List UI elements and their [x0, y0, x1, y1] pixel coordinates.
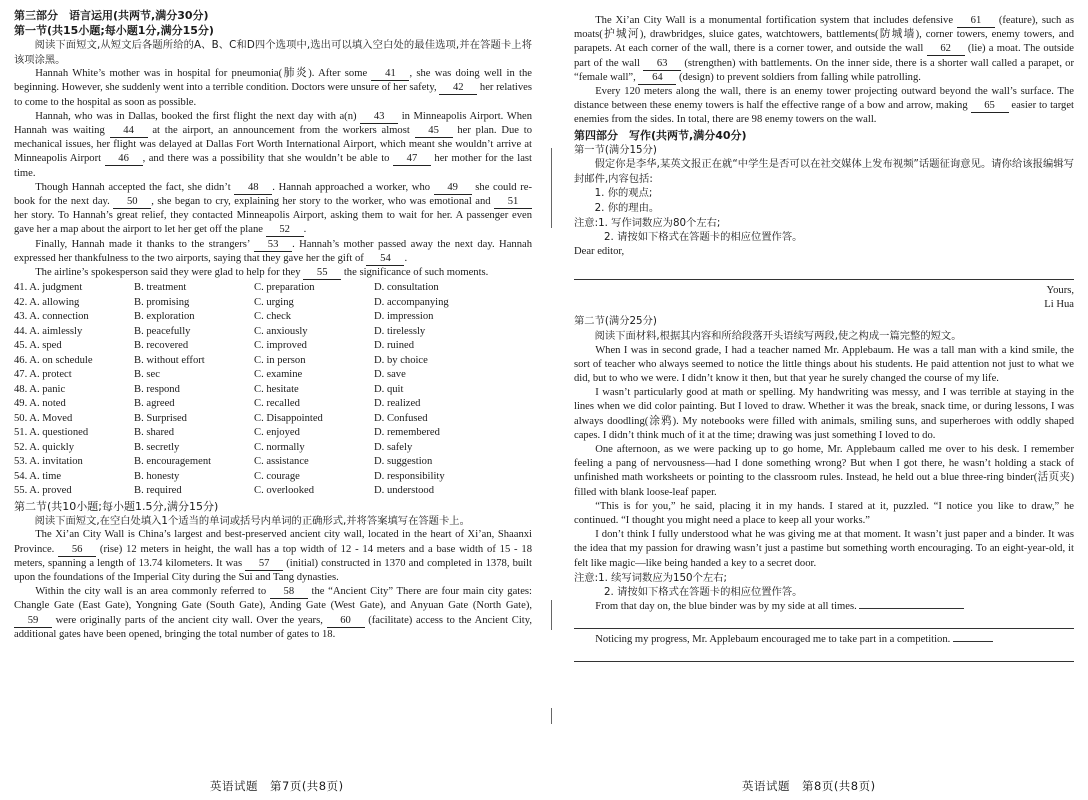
grammar-paragraph-2	[14, 585, 532, 642]
option-46-D: D. by choice	[374, 354, 428, 366]
option-54-D: D. responsibility	[374, 470, 445, 482]
option-44-A: 44. A. aimlessly	[14, 325, 83, 337]
option-47-A: 47. A. protect	[14, 369, 72, 381]
text-segment: at the airport, an announcement from the workers almost	[147, 125, 415, 136]
option-49-D: D. realized	[374, 398, 421, 410]
signature: Li Hua	[1044, 299, 1074, 311]
option-53-C: C. assistance	[254, 456, 309, 468]
text-segment: her story. To Hannah’s great relief, they contacted Minneapolis Airport, asking them to wait for her. A passenger even gave her a map about the airport to let her get off the plane	[14, 210, 532, 236]
story-paragraph-5: I don’t think I fully understood what he was giving me at that moment. It wasn’t just paper and a binder. It was the idea that my passion for drawing wasn’t just a pastime but something worth encouraging. To an eight-year-old, it felt like magic—like being handed a key to a secret door.	[574, 529, 1074, 569]
writing2-note-1: 注意:1. 续写词数应为150个左右;	[574, 571, 727, 584]
part4-title: 第四部分 写作(共两节,满分40分)	[574, 128, 747, 142]
text-segment: , she began to cry, explaining her story to the worker, who was emotional and	[151, 196, 494, 208]
option-49-C: C. recalled	[254, 398, 300, 410]
option-45-D: D. ruined	[374, 340, 415, 352]
blank-46: 46	[105, 153, 143, 166]
writing2-instructions: 阅读下面材料,根据其内容和所给段落开头语续写两段,使之构成一篇完整的短文。	[594, 329, 962, 342]
option-53-D: D. suggestion	[374, 456, 433, 468]
option-52-B: B. secretly	[134, 441, 180, 453]
continuation-opening-1	[574, 600, 1074, 614]
text-segment: she could re-book for the next day.	[14, 181, 532, 208]
page-footer-7: 英语试题 第7页(共8页)	[210, 779, 344, 793]
text-segment: easier to target enemies from the sides. In total, there are 98 enemy towers on the wall.	[574, 100, 1075, 126]
blank-49: 49	[434, 182, 472, 195]
option-43-B: B. exploration	[134, 311, 195, 323]
cloze-paragraph-5	[14, 266, 532, 280]
text-segment: .	[404, 252, 408, 264]
option-41-A: 41. A. judgment	[14, 282, 83, 294]
text-segment: The airline’s spokesperson said they were glad to help for they	[35, 267, 304, 279]
writing1-point-2: 2. 你的理由。	[594, 202, 660, 214]
grammar-paragraph-3	[574, 14, 1074, 85]
option-51-B: B. shared	[134, 427, 175, 439]
blank-59: 59	[14, 615, 52, 628]
option-47-B: B. sec	[134, 369, 160, 381]
option-42-C: C. urging	[254, 296, 294, 308]
option-55-B: B. required	[134, 485, 182, 497]
option-52-A: 52. A. quickly	[14, 441, 75, 453]
opening-sentence-1: From that day on, the blue binder was by my side at all times.	[595, 601, 857, 613]
option-51-C: C. enjoyed	[254, 427, 300, 439]
option-45-A: 45. A. sped	[14, 340, 62, 352]
options-table	[14, 281, 532, 499]
option-48-A: 48. A. panic	[14, 383, 66, 395]
opening-sentence-2: Noticing my progress, Mr. Applebaum encouraged me to take part in a competition.	[595, 634, 951, 646]
left-page	[0, 0, 540, 800]
page-divider	[548, 0, 556, 800]
blank-57: 57	[245, 558, 283, 571]
blank-52: 52	[266, 224, 304, 237]
writing2-note-2: 2. 请按如下格式在答题卡的相应位置作答。	[604, 586, 803, 599]
grammar-paragraph-1	[14, 528, 532, 585]
text-segment: (rise) 12 meters in height, the wall has a top width of 12 - 14 meters and a base width of 15 - 18 meters, spanning a length of 13.74 kilometers. It was	[14, 543, 532, 569]
blank-65: 65	[971, 100, 1009, 113]
blank-61: 61	[957, 15, 995, 28]
cloze-paragraph-1	[14, 67, 532, 110]
continuation-opening-2	[574, 633, 1074, 647]
salutation: Dear editor,	[574, 245, 625, 257]
option-50-B: B. Surprised	[134, 412, 187, 424]
option-44-C: C. anxiously	[254, 325, 308, 337]
option-44-B: B. peacefully	[134, 325, 191, 337]
cloze-paragraph-3	[14, 181, 532, 238]
option-42-B: B. promising	[134, 296, 190, 308]
blank-63: 63	[643, 58, 681, 71]
option-53-B: B. encouragement	[134, 456, 212, 468]
writing1-title: 第一节(满分15分)	[574, 143, 657, 156]
section2-instructions: 阅读下面短文,在空白处填入1个适当的单词或括号内单词的正确形式,并将答案填写在答题卡上。	[34, 514, 470, 527]
blank-53: 53	[254, 239, 292, 252]
cloze-paragraph-4	[14, 238, 532, 266]
text-segment: (facilitate) access to the Ancient City, additional gates have been opened, bringing the total number of gates to 18.	[14, 614, 532, 640]
answer-line	[574, 279, 1074, 280]
blank-50: 50	[113, 196, 151, 209]
text-segment: .	[303, 224, 307, 236]
answer-line	[574, 661, 1074, 662]
grammar-paragraph-4	[574, 85, 1074, 128]
section1-instructions: 阅读下面短文,从短文后各题所给的A、B、C和D四个选项中,选出可以填入空白处的最佳选项,并在答题卡上将该项涂黑。	[14, 39, 532, 66]
option-54-A: 54. A. time	[14, 470, 62, 482]
writing1-instructions: 假定你是李华,某英文报正在就“中学生是否可以在社交媒体上发布视频”话题征询意见。请你给该报编辑写封邮件,内容包括:	[574, 158, 1074, 185]
blank-43: 43	[360, 111, 398, 124]
blank-44: 44	[110, 125, 148, 138]
text-segment: the “Ancient City” There are four main city gates: Changle Gate (East Gate), Yongning Gate (South Gate), Anding Gate (West Gate), and Anyuan Gate (North Gate),	[14, 586, 532, 612]
text-segment: were originally parts of the ancient city wall. Over the years,	[52, 614, 327, 626]
text-segment: . Hannah approached a worker, who	[272, 181, 434, 193]
option-41-B: B. treatment	[134, 282, 187, 294]
text-segment: . Hannah’s mother passed away the next day. Hannah expressed her thankfulness to the two airports, saying that they gave her the gift of	[14, 238, 532, 264]
text-segment: Hannah, who was in Dallas, booked the first flight the next day with a(n)	[35, 110, 361, 122]
option-52-D: D. safely	[374, 441, 413, 453]
blank-62: 62	[927, 43, 965, 56]
text-segment: (initial) constructed in 1370 and completed in 1378, built upon the foundations of the Imperial City during the Sui and Tang dynasties.	[14, 557, 532, 583]
text-segment: (feature), such as moats(护城河), drawbridges, sluice gates, watchtowers, battlements(防城墙), corner towers, enemy towers, and parapets. At each corner of the wall, there is a corner tower, and outside the wall	[574, 15, 1074, 55]
option-46-C: C. in person	[254, 354, 306, 366]
option-48-C: C. hesitate	[254, 383, 299, 395]
text-segment: the significance of such moments.	[341, 267, 489, 279]
text-segment: (strengthen) with battlements. On the inner side, there is a shorter wall called a parapet, or “female wall”,	[574, 57, 1075, 83]
blank-64: 64	[638, 72, 676, 85]
text-segment: , and there was a possibility that she wouldn’t be able to	[142, 153, 393, 165]
option-47-C: C. examine	[254, 369, 303, 381]
option-46-B: B. without effort	[134, 354, 205, 366]
option-50-D: D. Confused	[374, 412, 428, 424]
option-50-C: C. Disappointed	[254, 412, 323, 424]
text-segment: Finally, Hannah made it thanks to the strangers’	[35, 238, 255, 250]
blank-45: 45	[415, 125, 453, 138]
blank-48: 48	[234, 182, 272, 195]
text-segment: (design) to prevent soldiers from falling while patrolling.	[676, 71, 921, 83]
story-paragraph-2: I wasn’t particularly good at math or spelling. My handwriting was messy, and I was terrible at staying in the lines when we did color painting. But I loved to draw. Whether it was the break, snack time, or during lessons, I was always doodling(涂鸦). My notebooks were filled with animals, smiling suns, and superheroes with oddly shaped capes. I didn’t think much of it at the time; drawing was just something I loved to do.	[574, 387, 1074, 441]
right-page	[562, 0, 1088, 800]
part3-title: 第三部分 语言运用(共两节,满分30分)	[14, 9, 209, 22]
text-segment: her relatives to come to the hospital as soon as possible.	[14, 82, 532, 108]
option-48-D: D. quit	[374, 383, 404, 395]
answer-line	[574, 628, 1074, 629]
writing2-title: 第二节(满分25分)	[574, 315, 657, 328]
option-43-D: D. impression	[374, 311, 434, 323]
text-segment: The Xi’an City Wall is a monumental fortification system that includes defensive	[595, 15, 957, 26]
text-segment: her mother for the last time.	[14, 153, 532, 179]
text-segment: Every 120 meters along the wall, there is an enemy tower projecting outward beyond the wall’s surface. The distance between these enemy towers is half the effective range of a bow and arrow, making	[574, 86, 1074, 112]
option-49-B: B. agreed	[134, 398, 175, 410]
text-segment: in Minneapolis Airport. When Hannah was waiting	[14, 110, 532, 136]
text-segment: her plan. Due to mechanical issues, her flight was delayed at Dallas Fort Worth International Airport, which meant she wouldn’t arrive at Minneapolis Airport	[14, 125, 533, 165]
blank-51: 51	[494, 196, 532, 209]
option-42-D: D. accompanying	[374, 296, 449, 308]
blank-42: 42	[439, 82, 477, 95]
story-paragraph-4: “This is for you,” he said, placing it in my hands. I stared at it, puzzled. “I notice you like to draw,” he continued. “I thought you might need a place to keep all your works.”	[574, 500, 1074, 527]
option-47-D: D. save	[374, 369, 406, 381]
writing1-point-1: 1. 你的观点;	[594, 187, 653, 200]
option-51-D: D. remembered	[374, 427, 440, 439]
writing1-note-1: 注意:1. 写作词数应为80个左右;	[574, 216, 721, 229]
option-41-D: D. consultation	[374, 282, 439, 294]
writing1-note-2: 2. 请按如下格式在答题卡的相应位置作答。	[604, 231, 803, 244]
closing: Yours,	[1046, 284, 1074, 296]
option-41-C: C. preparation	[254, 282, 315, 294]
story-paragraph-3: One afternoon, as we were packing up to go home, Mr. Applebaum called me over to his desk. I remember feeling a pang of nervousness—had I done something wrong? But when I got there, he wasn’t holding a stack of unfinished math worksheets or pointing to the classroom rules. Instead, he held out a blue three-ring binder(活页夹) filled with blank loose-leaf paper.	[574, 444, 1074, 498]
option-54-B: B. honesty	[134, 470, 180, 482]
option-55-C: C. overlooked	[254, 485, 315, 497]
option-55-A: 55. A. proved	[14, 485, 72, 497]
text-segment: The Xi’an City Wall is China’s largest and best-preserved ancient city wall, located in the heart of Xi’an, Shaanxi Province.	[14, 529, 532, 555]
section1-title: 第一节(共15小题;每小题1分,满分15分)	[14, 24, 214, 37]
blank-55: 55	[303, 267, 341, 280]
option-43-C: C. check	[254, 311, 292, 323]
text-segment: , she was doing well in the beginning. However, she suddenly went into a terrible condition. Doctors were unsure of her safety,	[14, 68, 532, 94]
text-segment: (lie) a moat. The outside part of the wall	[574, 43, 1074, 69]
story-paragraph-1: When I was in second grade, I had a teacher named Mr. Applebaum. He was a tall man with a kind smile, the sort of teacher who always seemed to notice the little things about his students. He paid attention not just to what we did, but to who we were. I didn’t know it then, but that year he surely changed the course of my life.	[574, 344, 1074, 384]
option-45-C: C. improved	[254, 340, 307, 352]
blank-54: 54	[366, 253, 404, 266]
option-52-C: C. normally	[254, 441, 305, 453]
option-49-A: 49. A. noted	[14, 398, 66, 410]
blank-60: 60	[327, 615, 365, 628]
option-43-A: 43. A. connection	[14, 311, 89, 323]
blank-58: 58	[270, 586, 308, 599]
option-44-D: D. tirelessly	[374, 325, 426, 337]
option-53-A: 53. A. invitation	[14, 456, 83, 468]
text-segment: Hannah White’s mother was in hospital for pneumonia(肺炎). After some	[35, 68, 372, 80]
option-42-A: 42. A. allowing	[14, 296, 80, 308]
option-54-C: C. courage	[254, 470, 300, 482]
blank-47: 47	[393, 153, 431, 166]
blank-41: 41	[371, 68, 409, 81]
text-segment: Though Hannah accepted the fact, she didn’t	[35, 181, 235, 193]
option-50-A: 50. A. Moved	[14, 412, 73, 424]
section2-title: 第二节(共10小题;每小题1.5分,满分15分)	[14, 499, 219, 513]
cloze-paragraph-2	[14, 110, 532, 181]
page-footer-8: 英语试题 第8页(共8页)	[742, 779, 876, 793]
option-45-B: B. recovered	[134, 340, 189, 352]
blank-56: 56	[58, 544, 96, 557]
option-55-D: D. understood	[374, 485, 435, 497]
option-51-A: 51. A. questioned	[14, 427, 89, 439]
option-46-A: 46. A. on schedule	[14, 354, 93, 366]
option-48-B: B. respond	[134, 383, 180, 395]
text-segment: Within the city wall is an area commonly referred to	[35, 586, 270, 598]
